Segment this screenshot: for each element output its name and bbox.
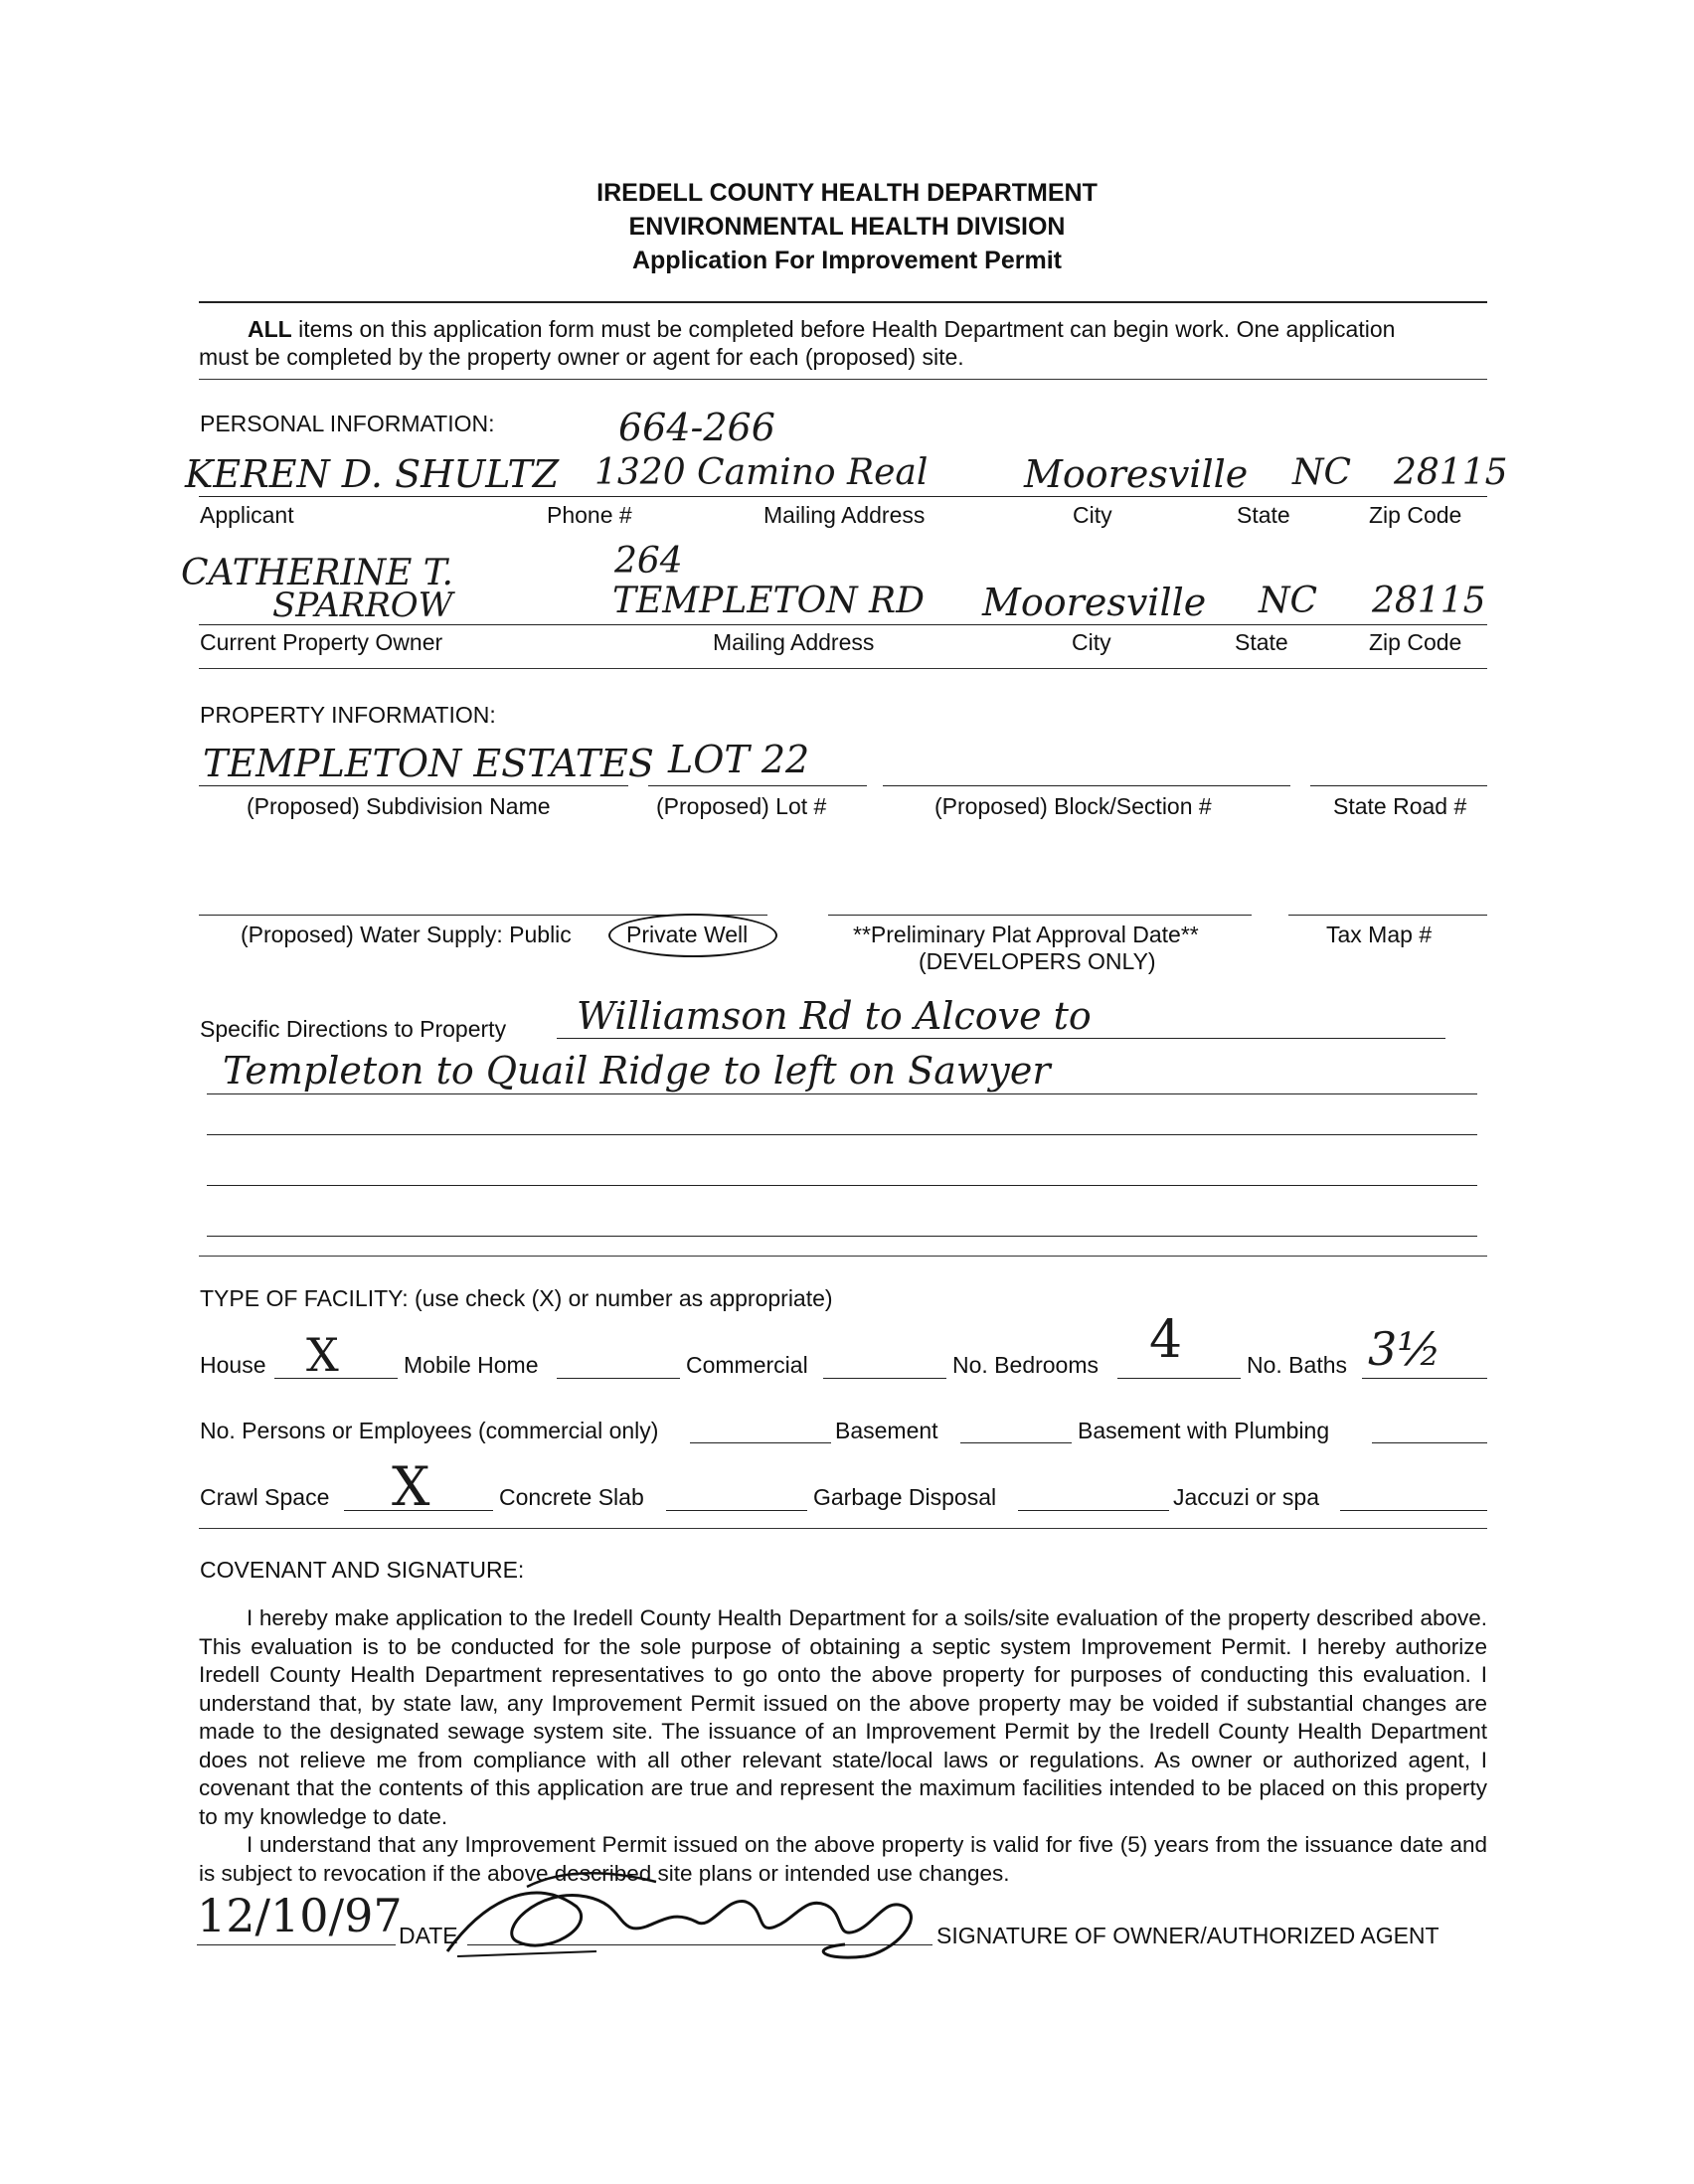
zip-code-label: Zip Code [1369, 502, 1462, 528]
crawl-space-label: Crawl Space [200, 1484, 330, 1510]
covenant-paragraph-2: I understand that any Improvement Permit issued on the above property is valid for five (5) years from the issuance date and is subject to revocation if the above described site plans or intended use changes. [199, 1832, 1487, 1886]
applicant-name-value: KEREN D. SHULTZ [185, 452, 560, 496]
tax-map-label: Tax Map # [1326, 922, 1433, 947]
directions-line5 [207, 1236, 1477, 1237]
house-label: House [200, 1352, 266, 1378]
applicant-label: Applicant [200, 502, 294, 528]
applicant-city-value: Mooresville [1024, 452, 1249, 496]
date-value: 12/10/97 [197, 1889, 403, 1942]
directions-line2 [207, 1093, 1477, 1094]
directions-line3 [207, 1134, 1477, 1135]
intro-line2: must be completed by the property owner or agent for each (proposed) site. [199, 344, 964, 370]
mobile-home-label: Mobile Home [404, 1352, 539, 1378]
block-section-label: (Proposed) Block/Section # [934, 793, 1212, 819]
subdivision-value: TEMPLETON ESTATES [203, 742, 654, 785]
basement-plumbing-blank [1372, 1442, 1487, 1443]
applicant-zip-value: 28115 [1394, 452, 1508, 493]
mobile-home-blank [557, 1378, 680, 1379]
covenant-text [199, 1604, 1487, 1888]
directions-line1 [557, 1038, 1445, 1039]
plat-date-line [828, 915, 1252, 916]
handwritten-signature [427, 1857, 944, 1976]
commercial-blank [823, 1378, 946, 1379]
basement-blank [960, 1442, 1072, 1443]
signature-label: SIGNATURE OF OWNER/AUTHORIZED AGENT [936, 1923, 1440, 1948]
house-check-mark: X [306, 1328, 339, 1382]
directions-line1-value: Williamson Rd to Alcove to [577, 994, 1092, 1038]
state-label: State [1237, 502, 1290, 528]
owner-state-label: State [1235, 629, 1288, 655]
applicant-line [199, 496, 1487, 497]
concrete-slab-blank [666, 1510, 807, 1511]
concrete-slab-label: Concrete Slab [499, 1484, 644, 1510]
commercial-label: Commercial [686, 1352, 808, 1378]
directions-line2-value: Templeton to Quail Ridge to left on Sawyer [223, 1049, 1051, 1092]
department-title: IREDELL COUNTY HEALTH DEPARTMENT [596, 179, 1098, 207]
divider [199, 379, 1487, 380]
block-line [883, 785, 1290, 786]
applicant-state-value: NC [1292, 452, 1352, 493]
lot-line [648, 785, 867, 786]
covenant-paragraph-1: I hereby make application to the Iredell County Health Department for a soils/site evaluation of the property described above. This evaluation is to be conducted for the sole purpose of obtaining a septic system Improvement Permit. I hereby authorize Iredell County Health Department representatives to go onto the above property for purposes of conducting this evaluation. I understand that, by state law, any Improvement Permit issued on the above property may be voided if substantial changes are made to the designated sewage system site. The issuance of an Improvement Permit by the Iredell County Health Department does not relieve me from compliance with all other relevant state/local laws or regulations. As owner or authorized agent, I covenant that the contents of this application are true and represent the maximum facilities intended to be placed on this property to my knowledge to date. [199, 1605, 1487, 1829]
private-well-option: Private Well [626, 922, 749, 947]
subdivision-label: (Proposed) Subdivision Name [247, 793, 551, 819]
persons-label: No. Persons or Employees (commercial only) [200, 1418, 659, 1443]
owner-name-line1-value: CATHERINE T. [181, 553, 453, 593]
form-title: Application For Improvement Permit [631, 247, 1062, 274]
owner-city-value: Mooresville [982, 581, 1207, 624]
directions-line4 [207, 1185, 1477, 1186]
lot-label: (Proposed) Lot # [656, 793, 827, 819]
mailing-address-label: Mailing Address [763, 502, 926, 528]
city-label: City [1073, 502, 1112, 528]
owner-name-line2-value: SPARROW [272, 586, 453, 625]
owner-mailing-number-value: 264 [614, 541, 683, 582]
tax-map-line [1288, 915, 1487, 916]
property-info-heading: PROPERTY INFORMATION: [200, 702, 496, 728]
basement-label: Basement [835, 1418, 938, 1443]
facility-heading: TYPE OF FACILITY: (use check (X) or number as appropriate) [200, 1285, 833, 1311]
garbage-disposal-blank [1018, 1510, 1169, 1511]
date-label: DATE [399, 1923, 458, 1948]
applicant-phone-value: 664-266 [618, 406, 775, 449]
persons-blank [690, 1442, 831, 1443]
bedrooms-blank [1117, 1378, 1241, 1379]
plat-approval-label: **Preliminary Plat Approval Date** [853, 922, 1199, 947]
owner-mailing-value: TEMPLETON RD [612, 581, 925, 621]
intro-line1: ALL items on this application form must be completed before Health Department can begin work. One application [248, 316, 1396, 342]
bedrooms-label: No. Bedrooms [952, 1352, 1100, 1378]
divider [199, 1528, 1487, 1529]
applicant-mailing-value: 1320 Camino Real [594, 452, 929, 493]
developers-only-label: (DEVELOPERS ONLY) [919, 948, 1156, 974]
baths-label: No. Baths [1247, 1352, 1347, 1378]
owner-city-label: City [1072, 629, 1111, 655]
road-line [1310, 785, 1487, 786]
jacuzzi-blank [1340, 1510, 1487, 1511]
bedrooms-value: 4 [1149, 1310, 1183, 1370]
date-line [197, 1944, 396, 1945]
jacuzzi-label: Jaccuzi or spa [1173, 1484, 1320, 1510]
owner-zip-value: 28115 [1372, 581, 1486, 621]
owner-mailing-address-label: Mailing Address [713, 629, 875, 655]
lot-value: LOT 22 [668, 738, 810, 781]
state-road-label: State Road # [1333, 793, 1467, 819]
directions-label: Specific Directions to Property [200, 1016, 507, 1042]
current-owner-label: Current Property Owner [200, 629, 443, 655]
owner-line [199, 624, 1487, 625]
divider [199, 301, 1487, 303]
subdivision-line [199, 785, 628, 786]
owner-zip-code-label: Zip Code [1369, 629, 1462, 655]
baths-value: 3½ [1368, 1322, 1441, 1376]
crawl-space-check-mark: X [392, 1455, 430, 1518]
divider [199, 668, 1487, 669]
divider [199, 1256, 1487, 1257]
baths-blank [1362, 1378, 1487, 1379]
basement-plumbing-label: Basement with Plumbing [1078, 1418, 1330, 1443]
division-title: ENVIRONMENTAL HEALTH DIVISION [628, 213, 1066, 241]
phone-label: Phone # [547, 502, 632, 528]
owner-state-value: NC [1259, 581, 1318, 621]
garbage-disposal-label: Garbage Disposal [813, 1484, 997, 1510]
covenant-heading: COVENANT AND SIGNATURE: [200, 1557, 525, 1583]
personal-info-heading: PERSONAL INFORMATION: [200, 411, 495, 436]
water-supply-label: (Proposed) Water Supply: Public [241, 922, 572, 947]
